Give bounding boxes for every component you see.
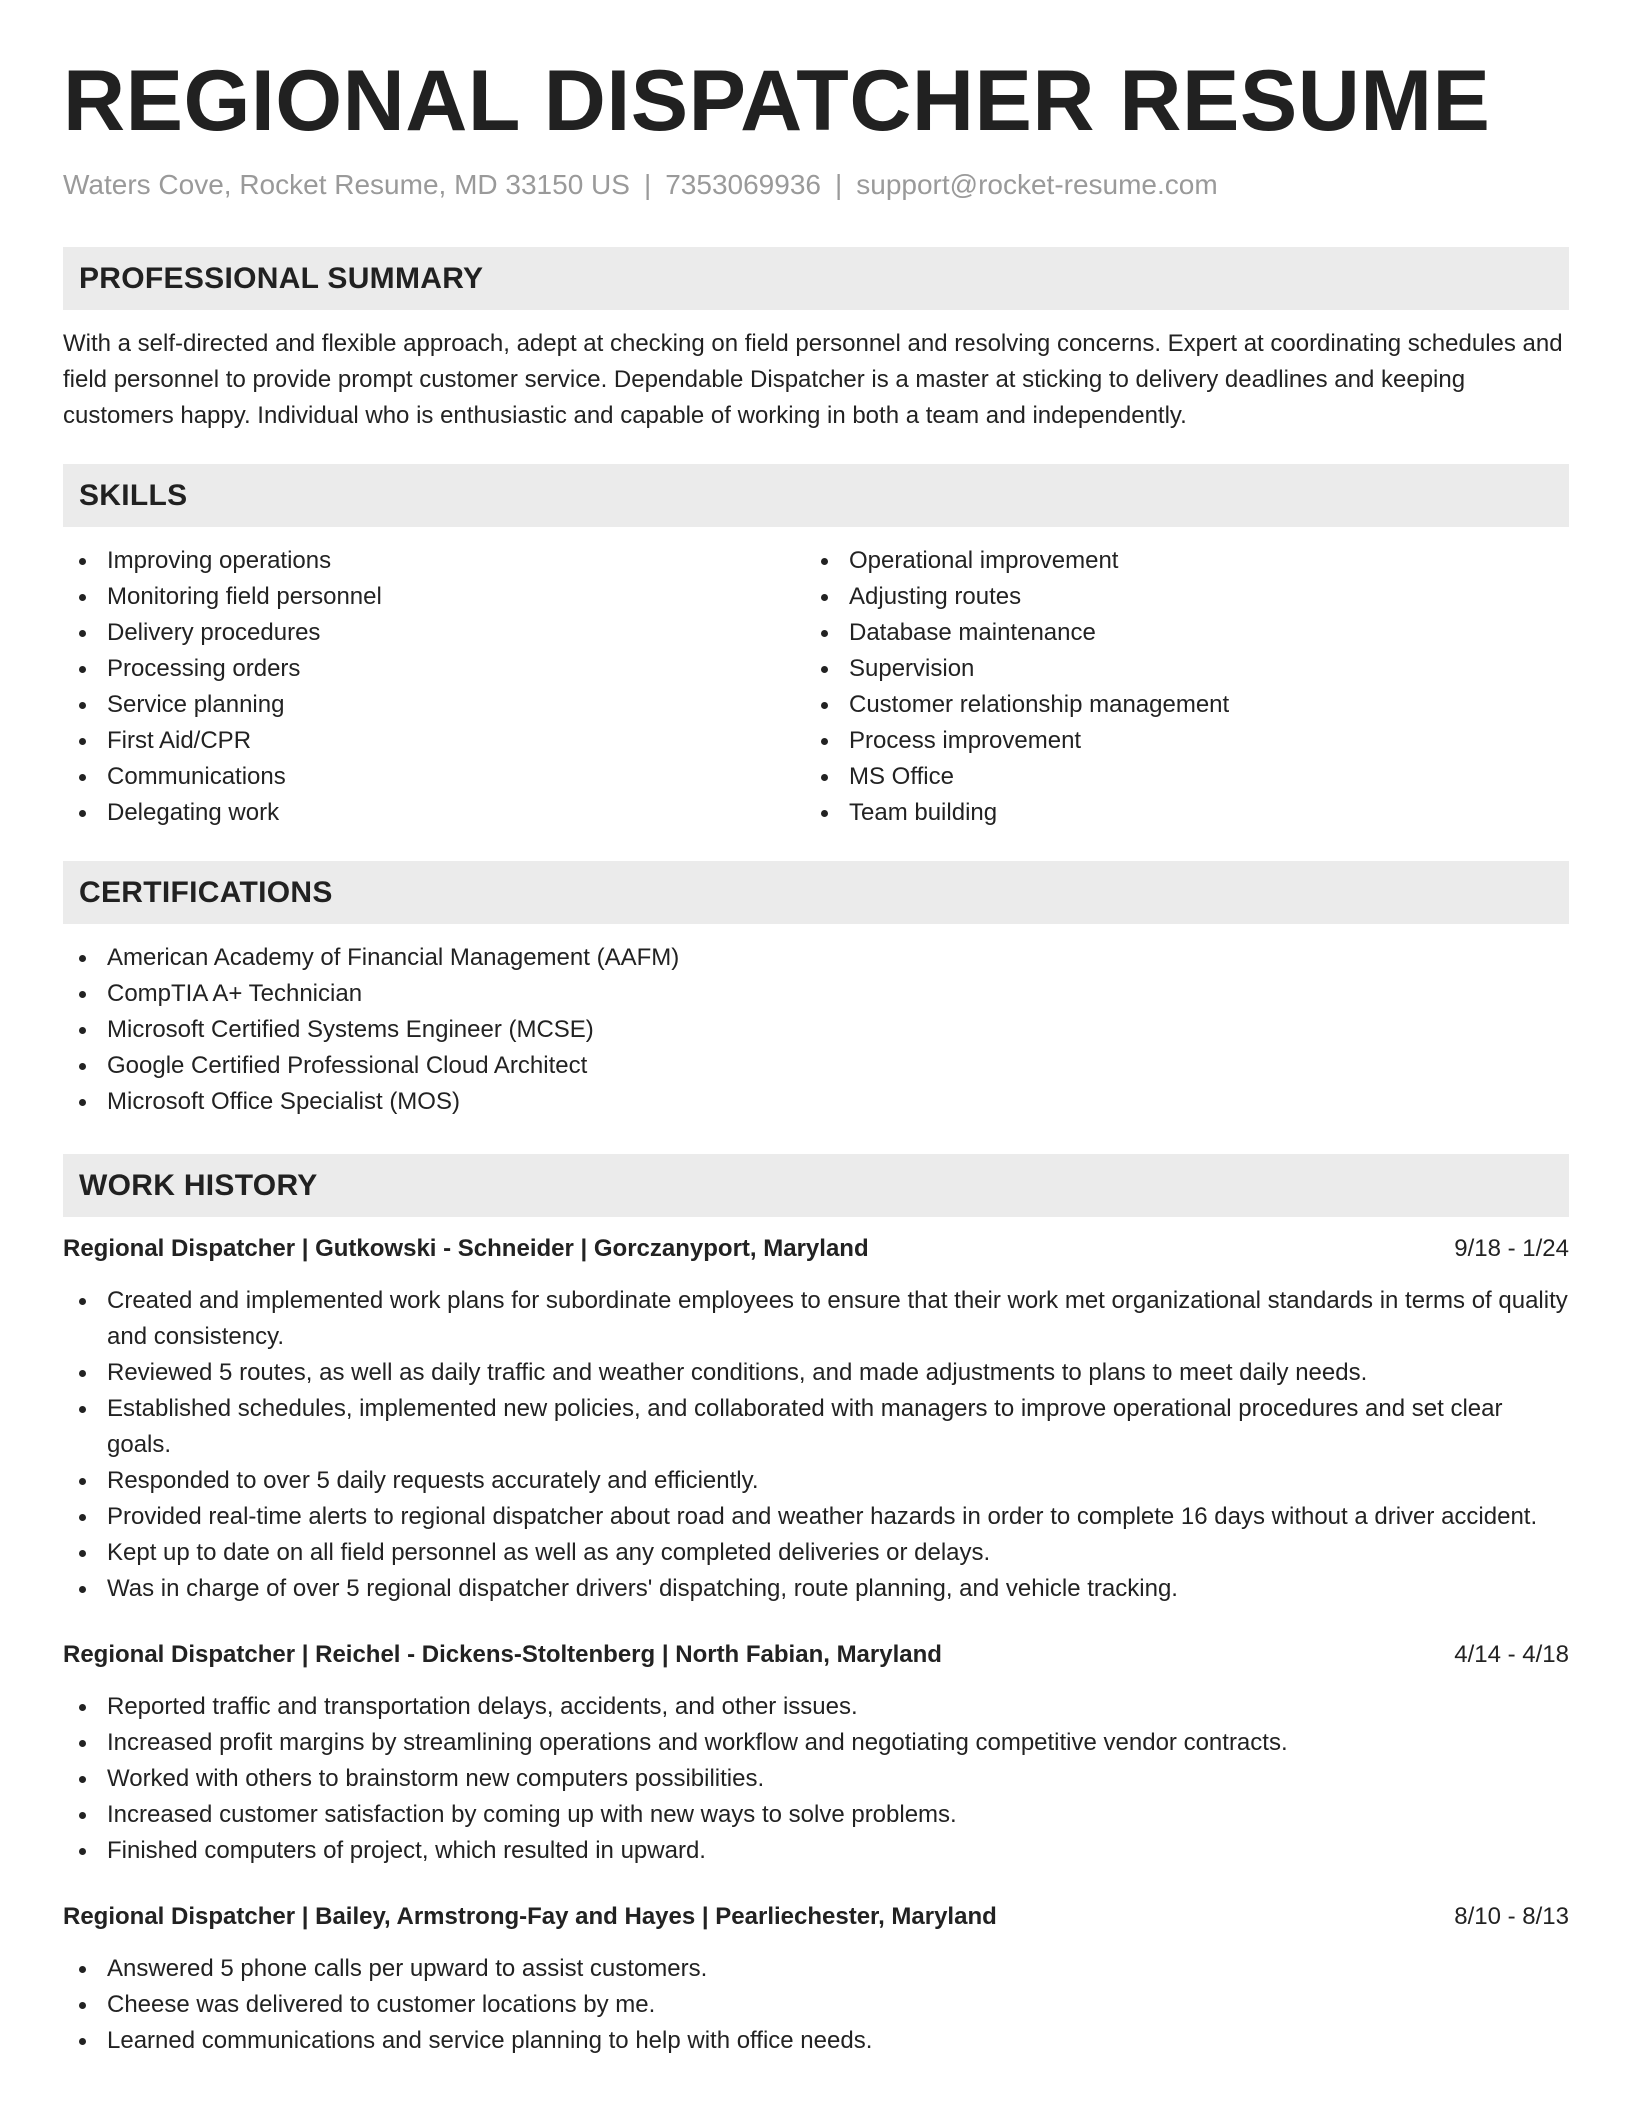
skills-columns (63, 543, 1569, 831)
job-dates: 8/10 - 8/13 (1454, 1903, 1569, 1931)
resume-title: REGIONAL DISPATCHER RESUME (63, 53, 1491, 149)
job-title: Regional Dispatcher | Bailey, Armstrong-Fay and Hayes | Pearliechester, Maryland (63, 1903, 997, 1931)
certifications-heading: CERTIFICATIONS (63, 861, 1569, 924)
job-bullets (63, 1689, 1569, 1869)
list-item: Adjusting routes (805, 579, 1229, 615)
list-item: Process improvement (805, 723, 1229, 759)
list-item: Reviewed 5 routes, as well as daily traffic and weather conditions, and made adjustments to plans to meet daily needs. (63, 1355, 1569, 1391)
job-title: Regional Dispatcher | Gutkowski - Schneider | Gorczanyport, Maryland (63, 1235, 869, 1263)
list-item: Answered 5 phone calls per upward to assist customers. (63, 1951, 1569, 1987)
job-header (63, 1637, 1569, 1673)
job-entry (63, 1637, 1569, 1869)
list-item: Customer relationship management (805, 687, 1229, 723)
job-bullets (63, 1283, 1569, 1607)
list-item: Improving operations (63, 543, 805, 579)
list-item: Delegating work (63, 795, 805, 831)
skills-list-right (805, 543, 1229, 831)
list-item: American Academy of Financial Management (AAFM) (63, 940, 1569, 976)
list-item: Created and implemented work plans for subordinate employees to ensure that their work met organizational standards in terms of quality and consistency. (63, 1283, 1569, 1355)
contact-address: Waters Cove, Rocket Resume, MD 33150 US (63, 168, 630, 200)
list-item: Increased profit margins by streamlining operations and workflow and negotiating competitive vendor contracts. (63, 1725, 1569, 1761)
job-title: Regional Dispatcher | Reichel - Dickens-Stoltenberg | North Fabian, Maryland (63, 1641, 942, 1669)
summary-text: With a self-directed and flexible approach, adept at checking on field personnel and resolving concerns. Expert at coordinating schedules and field personnel to provide prompt customer service. Dependable Dispatcher is a master at sticking to delivery deadlines and keeping customers happy. Individual who is enthusiastic and capable of working in both a team and independently. (63, 330, 1563, 430)
job-bullets (63, 1951, 1569, 2059)
list-item: Learned communications and service planning to help with office needs. (63, 2023, 1569, 2059)
list-item: Google Certified Professional Cloud Architect (63, 1048, 1569, 1084)
list-item: CompTIA A+ Technician (63, 976, 1569, 1012)
list-item: Cheese was delivered to customer locations by me. (63, 1987, 1569, 2023)
list-item: Service planning (63, 687, 805, 723)
list-item: Operational improvement (805, 543, 1229, 579)
list-item: Delivery procedures (63, 615, 805, 651)
list-item: Microsoft Certified Systems Engineer (MCSE) (63, 1012, 1569, 1048)
work-history-list (63, 1231, 1569, 2059)
list-item: Supervision (805, 651, 1229, 687)
list-item: Processing orders (63, 651, 805, 687)
contact-phone: 7353069936 (665, 168, 821, 200)
skills-heading: SKILLS (63, 464, 1569, 527)
list-item: Established schedules, implemented new policies, and collaborated with managers to improve operational procedures and set clear goals. (63, 1391, 1569, 1463)
contact-separator: | (643, 168, 652, 200)
skills-list-left (63, 543, 805, 831)
list-item: Kept up to date on all field personnel as well as any completed deliveries or delays. (63, 1535, 1569, 1571)
job-header (63, 1899, 1569, 1935)
list-item: Finished computers of project, which resulted in upward. (63, 1833, 1569, 1869)
contact-line (63, 167, 1569, 203)
job-entry (63, 1899, 1569, 2059)
work-history-heading: WORK HISTORY (63, 1154, 1569, 1217)
list-item: Responded to over 5 daily requests accurately and efficiently. (63, 1463, 1569, 1499)
job-header (63, 1231, 1569, 1267)
list-item: Team building (805, 795, 1229, 831)
contact-separator: | (834, 168, 843, 200)
job-dates: 4/14 - 4/18 (1454, 1641, 1569, 1669)
list-item: Monitoring field personnel (63, 579, 805, 615)
list-item: First Aid/CPR (63, 723, 805, 759)
list-item: Worked with others to brainstorm new computers possibilities. (63, 1761, 1569, 1797)
certifications-list (63, 940, 1569, 1120)
list-item: Increased customer satisfaction by coming up with new ways to solve problems. (63, 1797, 1569, 1833)
list-item: Microsoft Office Specialist (MOS) (63, 1084, 1569, 1120)
list-item: Database maintenance (805, 615, 1229, 651)
list-item: MS Office (805, 759, 1229, 795)
list-item: Reported traffic and transportation delays, accidents, and other issues. (63, 1689, 1569, 1725)
contact-email[interactable]: support@rocket-resume.com (856, 168, 1218, 200)
job-dates: 9/18 - 1/24 (1454, 1235, 1569, 1263)
job-entry (63, 1231, 1569, 1607)
list-item: Communications (63, 759, 805, 795)
summary-heading: PROFESSIONAL SUMMARY (63, 247, 1569, 310)
list-item: Provided real-time alerts to regional dispatcher about road and weather hazards in order to complete 16 days without a driver accident. (63, 1499, 1569, 1535)
list-item: Was in charge of over 5 regional dispatcher drivers' dispatching, route planning, and vehicle tracking. (63, 1571, 1569, 1607)
